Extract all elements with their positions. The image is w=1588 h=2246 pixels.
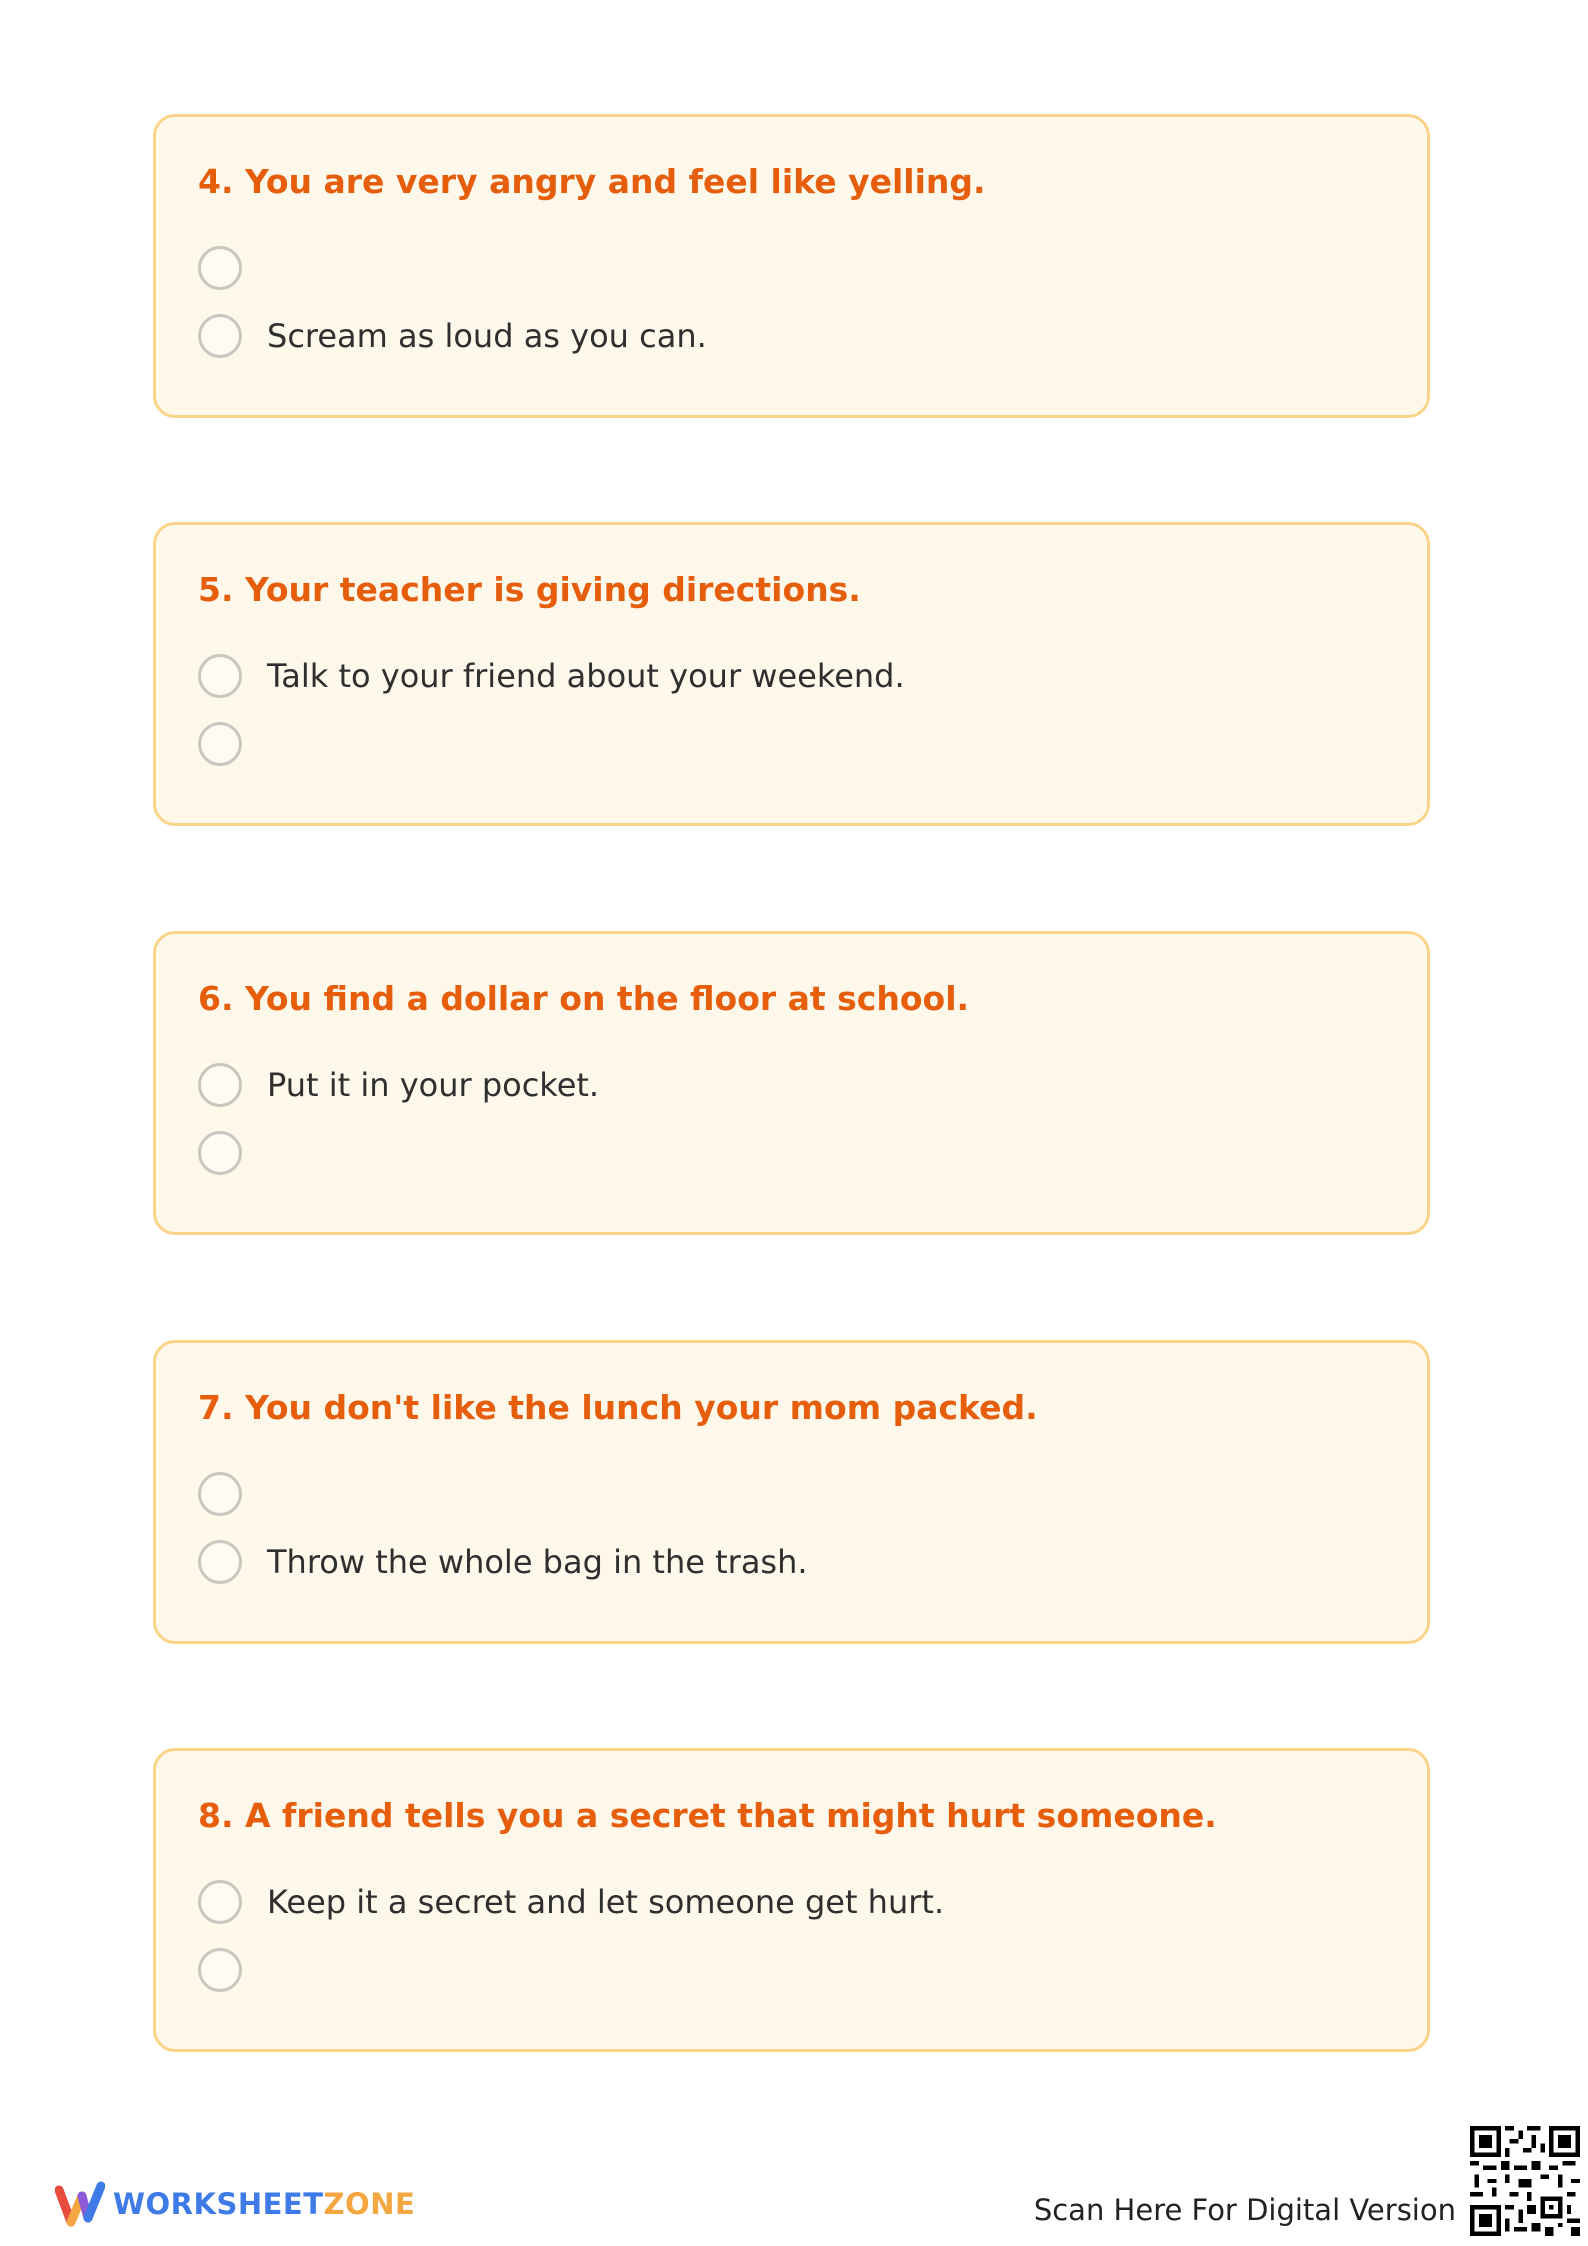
answer-option[interactable] xyxy=(198,1469,267,1519)
answer-option-label: Put it in your pocket. xyxy=(267,1066,600,1104)
question-card-7 xyxy=(153,1340,1430,1644)
radio-button-icon[interactable] xyxy=(198,654,242,698)
question-prompt: 6. You find a dollar on the floor at school. xyxy=(198,979,970,1018)
qr-code-icon[interactable] xyxy=(1470,2126,1580,2236)
worksheetzone-logo-icon xyxy=(55,2178,105,2230)
answer-option[interactable] xyxy=(198,1877,944,1927)
answer-option[interactable] xyxy=(198,311,707,361)
answer-option[interactable] xyxy=(198,719,267,769)
answer-option-label: Talk to your friend about your weekend. xyxy=(267,657,905,695)
brand-name-part2: ZONE xyxy=(323,2187,416,2221)
radio-button-icon[interactable] xyxy=(198,1131,242,1175)
radio-button-icon[interactable] xyxy=(198,1063,242,1107)
answer-option[interactable] xyxy=(198,1060,599,1110)
question-prompt: 4. You are very angry and feel like yelling. xyxy=(198,162,986,201)
question-prompt: 8. A friend tells you a secret that might hurt someone. xyxy=(198,1796,1217,1835)
question-prompt: 7. You don't like the lunch your mom packed. xyxy=(198,1388,1038,1427)
radio-button-icon[interactable] xyxy=(198,314,242,358)
scan-instructions: Scan Here For Digital Version xyxy=(1033,2193,1456,2227)
radio-button-icon[interactable] xyxy=(198,722,242,766)
question-prompt: 5. Your teacher is giving directions. xyxy=(198,570,861,609)
answer-option-label: Keep it a secret and let someone get hurt. xyxy=(267,1883,945,1921)
answer-option[interactable] xyxy=(198,243,267,293)
answer-option[interactable] xyxy=(198,651,905,701)
answer-option[interactable] xyxy=(198,1537,808,1587)
radio-button-icon[interactable] xyxy=(198,1948,242,1992)
question-card-8 xyxy=(153,1748,1430,2052)
answer-option-label: Scream as loud as you can. xyxy=(267,317,707,355)
radio-button-icon[interactable] xyxy=(198,1880,242,1924)
question-card-5 xyxy=(153,522,1430,826)
answer-option[interactable] xyxy=(198,1128,267,1178)
worksheetzone-logo[interactable] xyxy=(55,2178,415,2230)
radio-button-icon[interactable] xyxy=(198,1540,242,1584)
brand-name xyxy=(113,2187,415,2221)
question-card-6 xyxy=(153,931,1430,1235)
radio-button-icon[interactable] xyxy=(198,246,242,290)
answer-option-label: Throw the whole bag in the trash. xyxy=(267,1543,808,1581)
question-card-4 xyxy=(153,114,1430,418)
brand-name-part1: WORKSHEET xyxy=(113,2187,324,2221)
answer-option[interactable] xyxy=(198,1945,267,1995)
radio-button-icon[interactable] xyxy=(198,1472,242,1516)
